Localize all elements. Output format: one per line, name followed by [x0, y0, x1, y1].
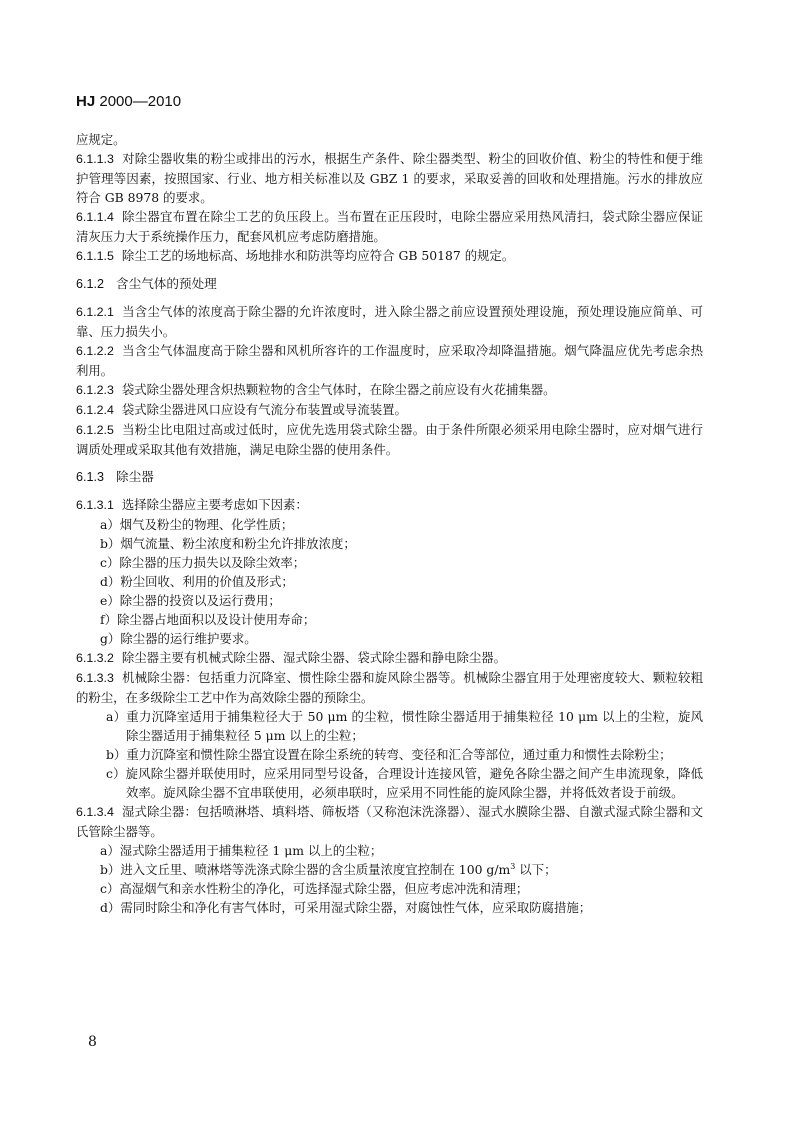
list-item: d）需同时除尘和净化有害气体时，可采用湿式除尘器，对腐蚀性气体，应采取防腐措施； — [100, 900, 592, 915]
list-item: d）粉尘回收、利用的价值及形式； — [100, 574, 294, 589]
list-item-text: 以下； — [515, 862, 557, 877]
clause-number: 6.1.2.2 — [76, 344, 114, 358]
list-item: g）除尘器的运行维护要求。 — [100, 631, 257, 646]
section-number: 6.1.3 — [76, 470, 105, 484]
clause-text: 除尘器宜布置在除尘工艺的负压段上。当布置在正压段时，电除尘器应采用热风清扫，袋式除尘器应保证清灰压力大于系统操作压力，配套风机应考虑防磨措施。 — [76, 209, 703, 244]
clause-number: 6.1.1.3 — [76, 152, 114, 166]
clause-number: 6.1.2.5 — [76, 423, 114, 437]
clause-text: 对除尘器收集的粉尘或排出的污水，根据生产条件、除尘器类型、粉尘的回收价值、粉尘的特性和便于维护管理等因素，按照国家、行业、地方相关标准以及 GBZ 1 的要求，采取妥善的回收和处理措施。污水的排放应符合 GB 8978 的要求。 — [76, 151, 703, 205]
clause-number: 6.1.3.1 — [76, 498, 114, 512]
list-item: c）旋风除尘器并联使用时，应采用同型号设备，合理设计连接风管，避免各除尘器之间产生串流现象，降低效率。旋风除尘器不宜串联使用，必须串联时，应采用不同性能的旋风除尘器，并将低效者设于前级。 — [106, 766, 703, 800]
clause-text: 湿式除尘器：包括喷淋塔、填料塔、筛板塔（又称泡沫洗涤器）、湿式水膜除尘器、自激式湿式除尘器和文氏管除尘器等。 — [76, 804, 703, 839]
clause-text: 机械除尘器：包括重力沉降室、惯性除尘器和旋风除尘器等。机械除尘器宜用于处理密度较大、颗粒较粗的粉尘，在多级除尘工艺中作为高效除尘器的预除尘。 — [76, 670, 703, 705]
clause-text: 当含尘气体温度高于除尘器和风机所容许的工作温度时，应采取冷却降温措施。烟气降温应优先考虑余热利用。 — [76, 343, 703, 378]
clause-number: 6.1.3.3 — [76, 671, 114, 685]
paragraph — [76, 130, 703, 149]
clause-number: 6.1.2.4 — [76, 403, 114, 417]
standard-code-year: 2000—2010 — [95, 93, 182, 110]
clause-text: 除尘工艺的场地标高、场地排水和防洪等均应符合 GB 50187 的规定。 — [121, 248, 515, 263]
list-item: b）重力沉降室和惯性除尘器宜设置在除尘系统的转弯、变径和汇合等部位，通过重力和惯性去除粉尘； — [106, 747, 672, 762]
list-item: f）除尘器占地面积以及设计使用寿命； — [100, 612, 316, 627]
clause-text: 选择除尘器应主要考虑如下因素： — [121, 497, 308, 512]
list-item: a）重力沉降室适用于捕集粒径大于 50 μm 的尘粒，惯性除尘器适用于捕集粒径 10 μm 以上的尘粒，旋风除尘器适用于捕集粒径 5 μm 以上的尘粒； — [106, 709, 703, 743]
section-heading-6-1-2 — [76, 274, 703, 294]
superscript: 3 — [510, 861, 516, 871]
standard-code-bold: HJ — [76, 93, 96, 110]
clause-6-1-3-3 — [76, 668, 703, 707]
list-item: e）除尘器的投资以及运行费用； — [100, 593, 281, 608]
page-header — [76, 93, 181, 110]
clause-6-1-2-4 — [76, 400, 703, 420]
clause-6-1-2-2 — [76, 341, 703, 380]
clause-number: 6.1.3.2 — [76, 651, 114, 665]
list-item-text: b）进入文丘里、喷淋塔等洗涤式除尘器的含尘质量浓度宜控制在 100 g/m — [100, 862, 511, 877]
paragraph-text: 应规定。 — [76, 132, 126, 147]
list-item: c）高湿烟气和亲水性粉尘的净化，可选择湿式除尘器，但应考虑冲洗和清理； — [100, 881, 529, 896]
clause-number: 6.1.1.4 — [76, 210, 114, 224]
clause-6-1-3-2 — [76, 648, 703, 668]
section-number: 6.1.2 — [76, 277, 105, 291]
clause-text: 当含尘气体的浓度高于除尘器的允许浓度时，进入除尘器之前应设置预处理设施，预处理设施应简单、可靠、压力损失小。 — [76, 304, 703, 339]
page-number: 8 — [88, 1034, 97, 1050]
clause-6-1-3-1 — [76, 495, 703, 515]
section-title: 含尘气体的预处理 — [116, 276, 217, 291]
clause-number: 6.1.1.5 — [76, 249, 114, 263]
clause-6-1-1-3 — [76, 149, 703, 207]
list-item: a）湿式除尘器适用于捕集粒径 1 μm 以上的尘粒； — [100, 843, 383, 858]
list-item: a）烟气及粉尘的物理、化学性质； — [100, 517, 294, 532]
clause-6-1-3-4 — [76, 802, 703, 841]
clause-6-1-1-4 — [76, 207, 703, 246]
clause-number: 6.1.2.3 — [76, 383, 114, 397]
clause-6-1-2-5 — [76, 420, 703, 459]
clause-text: 当粉尘比电阻过高或过低时，应优先选用袋式除尘器。由于条件所限必须采用电除尘器时，应对烟气进行调质处理或采取其他有效措施，满足电除尘器的使用条件。 — [76, 422, 703, 457]
section-title: 除尘器 — [116, 469, 154, 484]
list-item: c）除尘器的压力损失以及除尘效率； — [100, 555, 306, 570]
list-item — [76, 860, 703, 879]
clause-6-1-2-1 — [76, 302, 703, 341]
clause-number: 6.1.3.4 — [76, 805, 114, 819]
section-heading-6-1-3 — [76, 467, 703, 487]
clause-6-1-2-3 — [76, 380, 703, 400]
list-item: b）烟气流量、粉尘浓度和粉尘允许排放浓度； — [100, 536, 356, 551]
clause-text: 袋式除尘器处理含炽热颗粒物的含尘气体时，在除尘器之前应设有火花捕集器。 — [121, 382, 556, 397]
clause-text: 袋式除尘器进风口应设有气流分布装置或导流装置。 — [121, 402, 407, 417]
clause-number: 6.1.2.1 — [76, 305, 114, 319]
clause-6-1-1-5 — [76, 246, 703, 266]
document-body — [76, 130, 703, 917]
clause-text: 除尘器主要有机械式除尘器、湿式除尘器、袋式除尘器和静电除尘器。 — [121, 650, 507, 665]
